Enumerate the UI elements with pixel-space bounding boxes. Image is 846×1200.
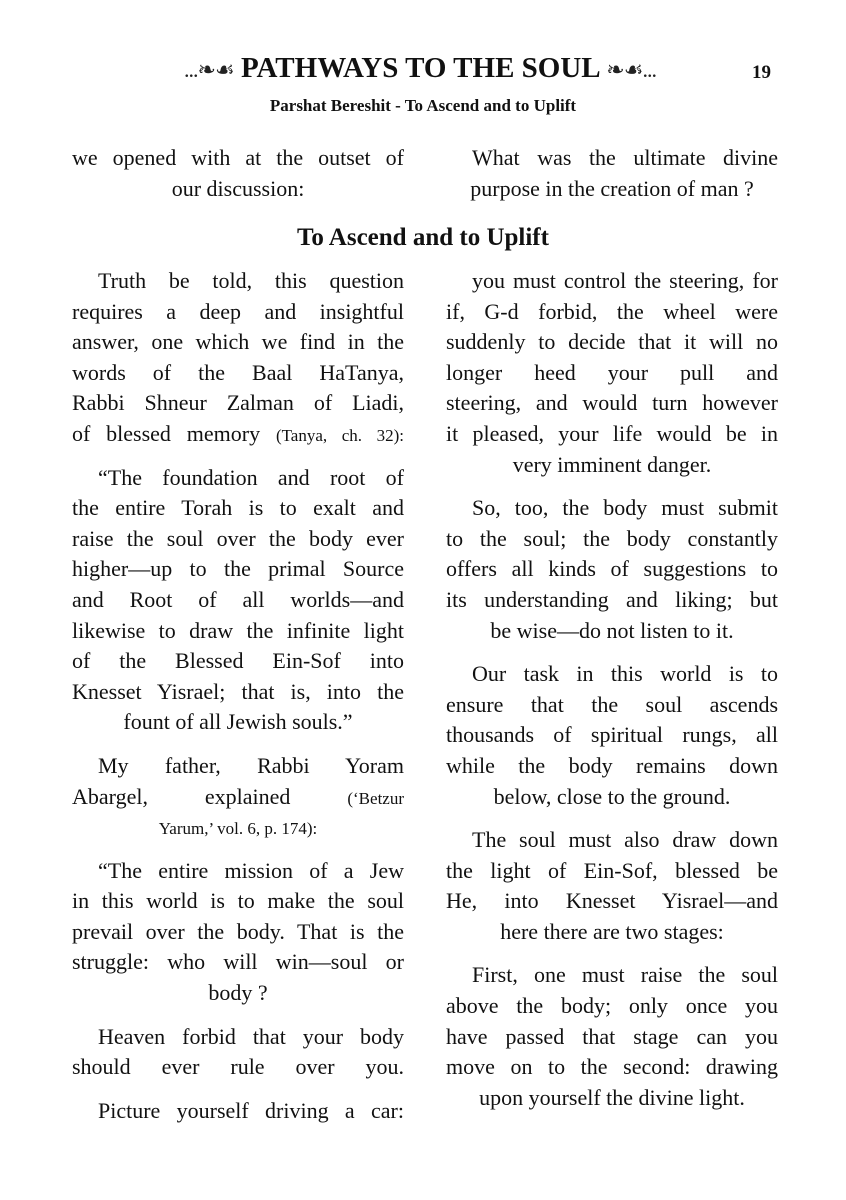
text-line — [72, 266, 404, 297]
line-text: to the soul; the body constantly — [446, 525, 778, 551]
text-line — [72, 646, 404, 677]
body-right-column — [446, 266, 778, 1126]
text-line — [446, 659, 778, 690]
line-text: likewise to draw the infinite light — [72, 617, 404, 643]
paragraph — [72, 266, 404, 450]
text-line — [446, 327, 778, 358]
text-line — [446, 1052, 778, 1083]
line-text: Picture yourself driving a car: — [98, 1097, 404, 1123]
text-line — [446, 886, 778, 917]
line-text: in this world is to make the soul — [72, 888, 404, 914]
ornament-left-icon: ...❧☙ — [184, 57, 234, 82]
text-line — [446, 174, 778, 205]
paragraph — [72, 143, 404, 204]
page-number: 19 — [752, 62, 771, 83]
line-text: should ever rule over you. — [72, 1054, 404, 1080]
text-line — [446, 1022, 778, 1053]
book-title: PATHWAYS TO THE SOUL — [240, 52, 600, 84]
text-line — [72, 782, 404, 813]
citation: Yarum,’ vol. 6, p. 174): — [158, 819, 318, 839]
text-line — [446, 554, 778, 585]
text-line — [72, 947, 404, 978]
text-line — [446, 616, 778, 647]
line-text: longer heed your pull and — [446, 359, 778, 385]
line-text: Rabbi Shneur Zalman of Liadi, — [72, 390, 404, 416]
text-line — [72, 297, 404, 328]
line-text: He, into Knesset Yisrael—and — [446, 888, 778, 914]
paragraph — [446, 143, 778, 204]
text-line — [446, 419, 778, 450]
text-line — [446, 143, 778, 174]
line-text: Abargel, explained — [72, 783, 348, 809]
line-text: of blessed memory — [72, 420, 276, 446]
line-text: thousands of spiritual rungs, all — [446, 722, 778, 748]
text-line — [446, 585, 778, 616]
section-heading: To Ascend and to Uplift — [297, 224, 549, 251]
text-line — [72, 856, 404, 887]
paragraph — [446, 825, 778, 947]
text-line — [446, 297, 778, 328]
citation: (Tanya, ch. 32): — [275, 425, 404, 445]
line-text: fount of all Jewish souls.” — [123, 709, 353, 735]
text-line — [72, 585, 404, 616]
text-line — [72, 174, 404, 205]
line-text: if, G-d forbid, the wheel were — [446, 298, 778, 324]
text-line — [446, 524, 778, 555]
line-text: prevail over the body. That is the — [72, 918, 404, 944]
line-text: First, one must raise the soul — [472, 962, 778, 988]
text-line — [446, 450, 778, 481]
paragraph — [72, 856, 404, 1009]
text-line — [446, 388, 778, 419]
line-text: purpose in the creation of man ? — [470, 175, 754, 201]
line-text: our discussion: — [171, 175, 305, 201]
body-left-column — [72, 266, 404, 1139]
line-text: of the Blessed Ein-Sof into — [72, 648, 404, 674]
text-line — [446, 1083, 778, 1114]
paragraph — [72, 463, 404, 738]
chapter-subtitle: Parshat Bereshit - To Ascend and to Uplift — [269, 96, 577, 115]
text-line — [446, 917, 778, 948]
line-text: Heaven forbid that your body — [98, 1023, 404, 1049]
text-line — [72, 1022, 404, 1053]
text-line — [72, 1096, 404, 1127]
text-line — [72, 554, 404, 585]
paragraph — [446, 659, 778, 812]
line-text: Our task in this world is to — [472, 661, 778, 687]
line-text: “The foundation and root of — [98, 464, 404, 490]
text-line — [446, 856, 778, 887]
line-text: struggle: who will win—soul or — [72, 949, 404, 975]
line-text: raise the soul over the body ever — [72, 525, 404, 551]
line-text: the entire Torah is to exalt and — [72, 495, 404, 521]
intro-right-column — [446, 143, 778, 217]
running-header — [120, 52, 720, 85]
text-line — [72, 616, 404, 647]
text-line — [446, 825, 778, 856]
text-line — [72, 419, 404, 450]
text-line — [72, 524, 404, 555]
line-text: So, too, the body must submit — [472, 495, 778, 521]
line-text: move on to the second: drawing — [446, 1054, 778, 1080]
text-line — [72, 707, 404, 738]
text-line — [446, 991, 778, 1022]
paragraph — [446, 266, 778, 480]
line-text: My father, Rabbi Yoram — [98, 752, 404, 778]
text-line — [446, 690, 778, 721]
line-text: very imminent danger. — [512, 451, 712, 477]
line-text: and Root of all worlds—and — [72, 586, 404, 612]
line-text: while the body remains down — [446, 752, 778, 778]
text-line — [72, 327, 404, 358]
line-text: the light of Ein-Sof, blessed be — [446, 857, 778, 883]
text-line — [72, 677, 404, 708]
line-text: offers all kinds of suggestions to — [446, 556, 778, 582]
line-text: body ? — [208, 980, 268, 1006]
line-text: upon yourself the divine light. — [479, 1084, 745, 1110]
citation: (‘Betzur — [347, 788, 404, 808]
text-line — [72, 388, 404, 419]
line-text: Knesset Yisrael; that is, into the — [72, 678, 404, 704]
text-line — [446, 960, 778, 991]
line-text: its understanding and liking; but — [446, 586, 778, 612]
text-line — [72, 812, 404, 843]
line-text: What was the ultimate divine — [472, 145, 778, 170]
text-line — [446, 266, 778, 297]
line-text: you must control the steering, for — [472, 268, 778, 293]
text-line — [72, 358, 404, 389]
line-text: we opened with at the outset of — [72, 145, 404, 170]
text-line — [446, 358, 778, 389]
line-text: have passed that stage can you — [446, 1023, 778, 1049]
text-line — [72, 1052, 404, 1083]
line-text: here there are two stages: — [500, 918, 724, 944]
line-text: answer, one which we find in the — [72, 329, 404, 355]
line-text: “The entire mission of a Jew — [98, 857, 404, 883]
ornament-right-icon: ❧☙... — [606, 57, 656, 82]
text-line — [446, 782, 778, 813]
text-line — [72, 493, 404, 524]
line-text: words of the Baal HaTanya, — [72, 359, 404, 385]
line-text: Truth be told, this question — [98, 268, 404, 293]
text-line — [72, 917, 404, 948]
line-text: steering, and would turn however — [446, 390, 778, 416]
line-text: below, close to the ground. — [493, 783, 731, 809]
text-line — [446, 493, 778, 524]
line-text: be wise—do not listen to it. — [490, 617, 734, 643]
paragraph — [72, 1022, 404, 1083]
text-line — [446, 751, 778, 782]
paragraph — [446, 493, 778, 646]
intro-left-column — [72, 143, 404, 217]
paragraph — [72, 751, 404, 843]
line-text: suddenly to decide that it will no — [446, 329, 778, 355]
line-text: ensure that the soul ascends — [446, 691, 778, 717]
line-text: requires a deep and insightful — [72, 298, 404, 324]
text-line — [72, 886, 404, 917]
text-line — [72, 463, 404, 494]
line-text: above the body; only once you — [446, 993, 778, 1019]
text-line — [72, 143, 404, 174]
text-line — [72, 978, 404, 1009]
line-text: higher—up to the primal Source — [72, 556, 404, 582]
line-text: The soul must also draw down — [472, 827, 778, 853]
paragraph — [72, 1096, 404, 1127]
line-text: it pleased, your life would be in — [446, 420, 778, 446]
paragraph — [446, 960, 778, 1113]
text-line — [446, 720, 778, 751]
text-line — [72, 751, 404, 782]
